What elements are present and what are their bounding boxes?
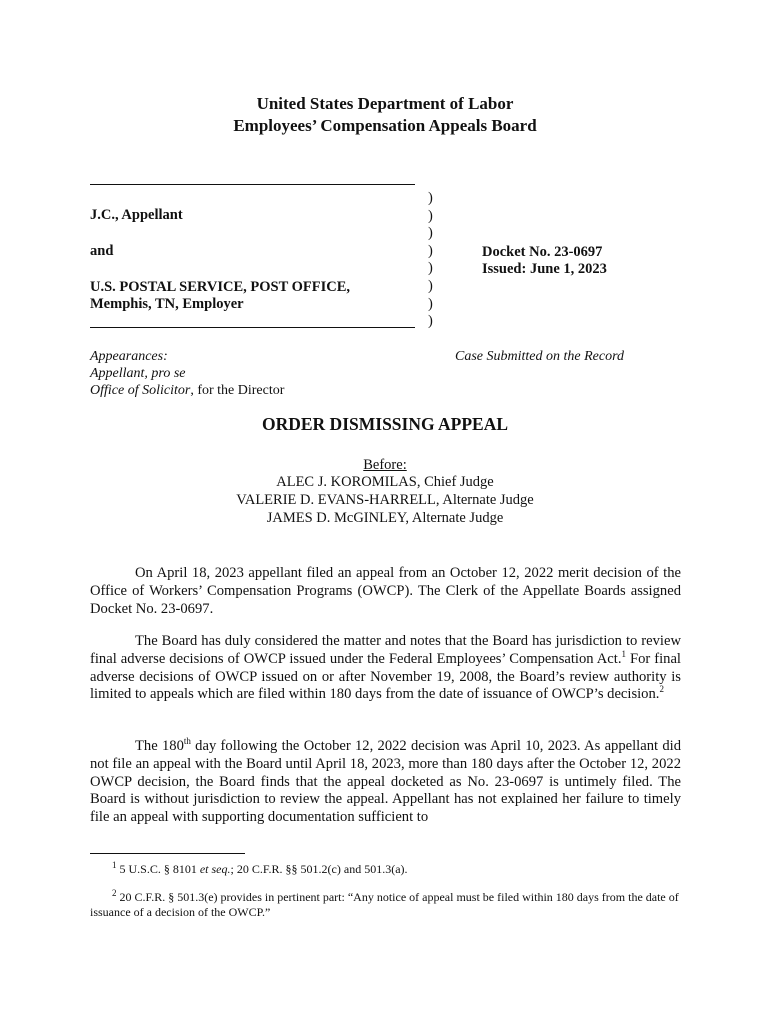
caption-and: and [90,243,114,259]
panel-before: Before: [363,457,407,473]
footnote-1-number: 1 [112,860,117,870]
case-submitted-note: Case Submitted on the Record [455,349,625,364]
employer-line1: U.S. POSTAL SERVICE, POST OFFICE, [90,279,351,295]
agency-name: United States Department of Labor [256,94,514,113]
paragraph-2-part-2: For final adverse decisions of OWCP issued on or after November 19, 2008, the Board’s review authority is limited to appeals which are filed within 180 days from the date of issuance of OWCP’s decision. [90,650,681,703]
issued-date: Issued: June 1, 2023 [482,261,607,277]
judge-alternate-1: VALERIE D. EVANS-HARRELL, Alternate Judge [236,492,534,508]
caption-parentheses: ) ) ) ) ) ) ) ) [428,190,433,330]
order-title: ORDER DISMISSING APPEAL [261,414,509,434]
footnote-1-italic: et seq. [199,862,231,876]
judge-chief: ALEC J. KOROMILAS, Chief Judge [276,474,494,490]
judge-alternate-2: JAMES D. McGINLEY, Alternate Judge [266,510,504,526]
solicitor-role: , for the Director [190,383,285,398]
footnote-2-text: 20 C.F.R. § 501.3(e) provides in pertinent part: “Any notice of appeal must be filed within 180 days from the date of issuance of a decision of the OWCP.” [90,890,679,919]
footnote-separator [90,853,245,854]
footnote-1 [90,862,681,877]
appellant-appearance: Appellant, pro se [90,366,186,381]
ordinal-suffix: th [183,736,191,747]
body-paragraph-2 [90,633,681,704]
board-name: Employees’ Compensation Appeals Board [233,116,537,135]
footnote-ref-2: 2 [659,684,664,695]
footnote-ref-1: 1 [621,648,626,659]
paragraph-3-part-1: The 180 [135,738,184,754]
docket-number: Docket No. 23-0697 [482,244,603,260]
caption-top-rule [90,184,415,185]
footnote-2-number: 2 [112,888,117,898]
footnote-2 [90,890,681,920]
paragraph-3-part-2: day following the October 12, 2022 decision was April 10, 2023. As appellant did not file an appeal with the Board until April 18, 2023, more than 180 days after the October 12, 2022 OWCP decision, the Board finds that the appeal docketed as No. 23-0697 is untimely filed. The Board is without jurisdiction to review the appeal. Appellant has not explained her failure to timely file an appeal with supporting documentation sufficient to [90,738,681,826]
footnote-1-text-b: ; 20 C.F.R. §§ 501.2(c) and 501.3(a). [230,862,408,876]
employer-line2: Memphis, TN, Employer [90,296,244,312]
solicitor-label: Office of Solicitor [90,383,191,398]
footnote-1-text-a: 5 U.S.C. § 8101 [116,862,200,876]
solicitor-appearance [90,383,284,399]
paragraph-2-part-1: The Board has duly considered the matter and notes that the Board has jurisdiction to review final adverse decisions of OWCP issued under the Federal Employees’ Compensation Act. [90,633,681,667]
caption-bottom-rule [90,327,415,328]
appearances-label: Appearances: [90,349,168,364]
appellant-name: J.C., Appellant [90,207,183,223]
body-paragraph-1: On April 18, 2023 appellant filed an appeal from an October 12, 2022 merit decision of the Office of Workers’ Compensation Programs (OWCP). The Clerk of the Appellate Boards assigned Docket No. 23-0697. [90,565,681,617]
body-paragraph-3 [90,738,681,827]
